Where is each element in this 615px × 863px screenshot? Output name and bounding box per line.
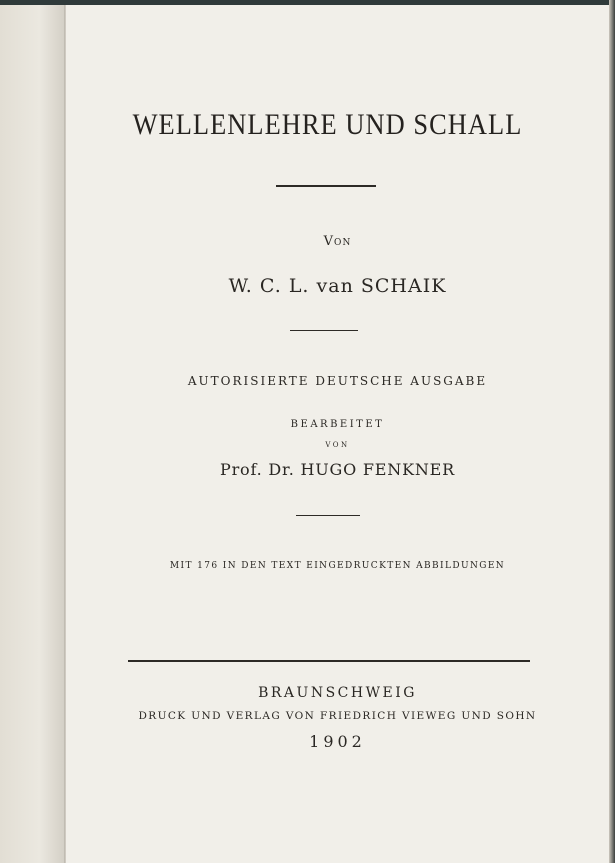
imprint-year: 1902 xyxy=(309,732,366,751)
by-label: Von xyxy=(323,234,352,249)
divider-rule xyxy=(290,330,358,331)
book-title: WELLENLEHRE UND SCHALL xyxy=(132,108,523,141)
author-name: W. C. L. van SCHAIK xyxy=(228,275,447,297)
title-page xyxy=(66,5,609,863)
editor-name: Prof. Dr. HUGO FENKNER xyxy=(220,460,455,479)
divider-rule xyxy=(276,185,376,187)
illustrations-note: MIT 176 IN DEN TEXT EINGEDRUCKTEN ABBILDUNGEN xyxy=(169,561,506,571)
imprint-rule xyxy=(128,660,530,662)
imprint-publisher: DRUCK UND VERLAG VON FRIEDRICH VIEWEG UND SOHN xyxy=(138,710,537,722)
binding-strip xyxy=(0,5,66,863)
imprint-city: BRAUNSCHWEIG xyxy=(258,685,417,701)
edited-label: BEARBEITET xyxy=(290,419,385,430)
edition-note: AUTORISIERTE DEUTSCHE AUSGABE xyxy=(187,374,488,388)
book-right-edge xyxy=(609,0,615,863)
divider-rule xyxy=(296,515,360,516)
edited-by-label: von xyxy=(325,439,350,450)
